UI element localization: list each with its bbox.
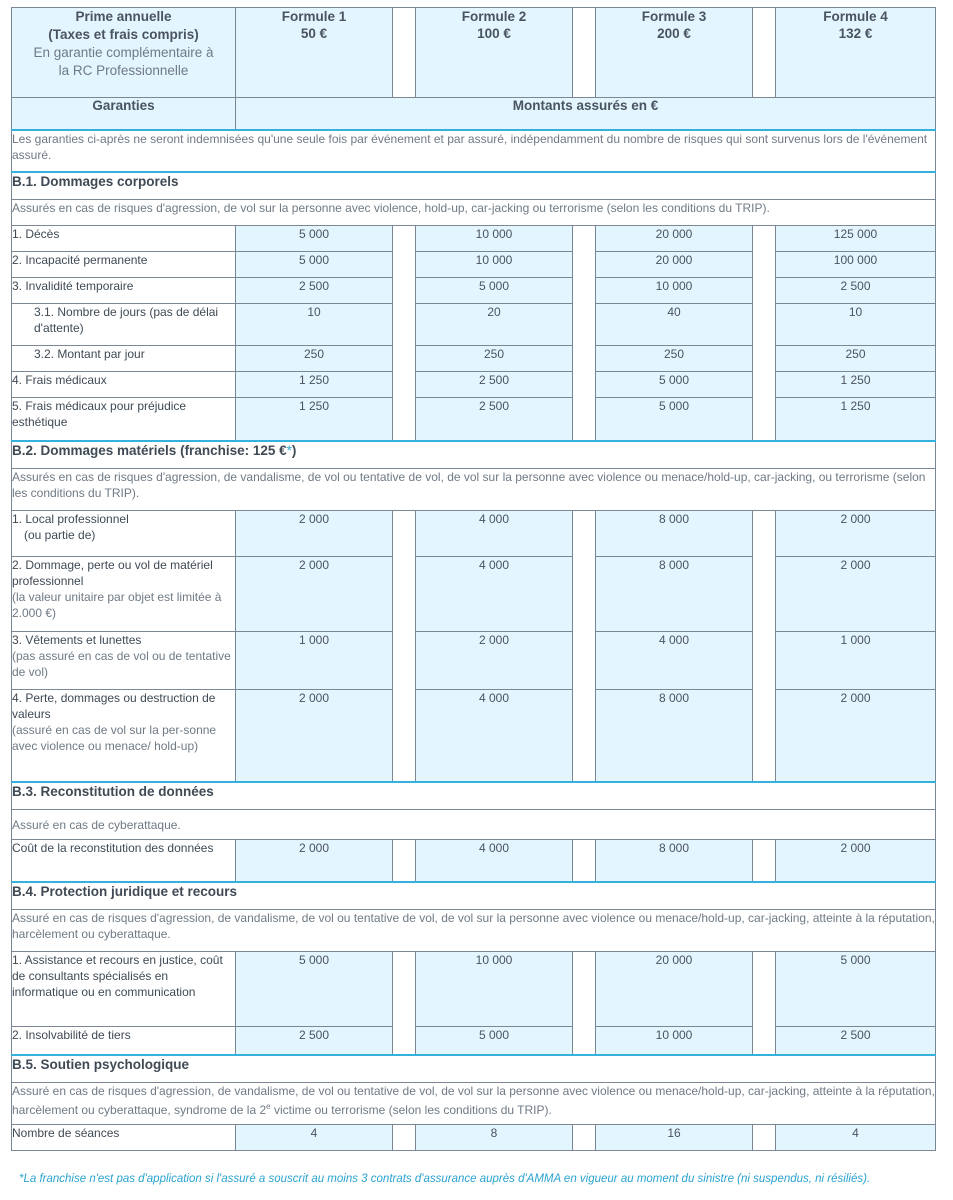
formule-4-value: 2 500 [776, 278, 936, 304]
table-row [12, 632, 936, 690]
table-row [12, 840, 936, 882]
column-gap [753, 952, 776, 1055]
section-b2-title-row [12, 441, 936, 469]
column-gap [753, 511, 776, 782]
column-gap [753, 1125, 776, 1151]
formule-1-value: 5 000 [236, 952, 393, 1027]
formule-3-value: 8 000 [596, 840, 753, 882]
garanties-header: Garanties [12, 98, 236, 130]
section-note-part-b: victime ou terrorisme (selon les conditions du TRIP). [270, 1103, 552, 1117]
section-title-end: ) [291, 442, 297, 458]
formule-3-value: 20 000 [596, 952, 753, 1027]
row-label-sub: (assuré en cas de vol sur la per-sonne avec violence ou menace/ hold-up) [12, 723, 217, 753]
row-label [12, 557, 236, 632]
formule-4-value: 2 000 [776, 840, 936, 882]
section-title [12, 441, 936, 469]
column-gap [573, 226, 596, 441]
formule-3-value: 10 000 [596, 1027, 753, 1055]
formule-1-value: 2 000 [236, 840, 393, 882]
formule-1-value: 5 000 [236, 252, 393, 278]
formule-1-value: 1 000 [236, 632, 393, 690]
table-row [12, 952, 936, 1027]
table-row [12, 346, 936, 372]
section-b5-title-row [12, 1055, 936, 1083]
section-note: Assurés en cas de risques d'agression, de vandalisme, de vol ou tentative de vol, de vol sur la personne avec violence ou menace/hold-up, car-jacking, ou terrorisme (selon les conditions du TRIP). [12, 469, 936, 511]
intro-note: Les garanties ci-après ne seront indemnisées qu'une seule fois par événement et par assuré, indépendamment du nombre de risques qui sont survenus lors de l'événement assuré. [12, 130, 936, 172]
formule-4-value: 2 000 [776, 511, 936, 557]
formule-4-value: 125 000 [776, 226, 936, 252]
table-row [12, 252, 936, 278]
formule-2-value: 10 000 [416, 252, 573, 278]
formule-1-value: 4 [236, 1125, 393, 1151]
column-gap [393, 511, 416, 782]
table-row [12, 557, 936, 632]
row-label-sub: (pas assuré en cas de vol ou de tentative de vol) [12, 649, 231, 679]
formule-2-value: 4 000 [416, 690, 573, 782]
formule-4-value: 2 000 [776, 557, 936, 632]
prime-line-2: (Taxes et frais compris) [48, 27, 199, 42]
formule-3-value: 40 [596, 304, 753, 346]
formule-3-value: 5 000 [596, 372, 753, 398]
row-label: 3.1. Nombre de jours (pas de délai d'attente) [12, 304, 236, 346]
section-b5-note-row [12, 1083, 936, 1125]
intro-note-row [12, 130, 936, 172]
formule-2-price: 100 € [477, 26, 511, 41]
formule-2-value: 4 000 [416, 557, 573, 632]
formule-2-value: 2 500 [416, 372, 573, 398]
column-gap [393, 840, 416, 882]
formule-1-value: 2 000 [236, 557, 393, 632]
column-gap [393, 226, 416, 441]
row-label: 4. Frais médicaux [12, 372, 236, 398]
formule-3-value: 5 000 [596, 398, 753, 441]
section-title-text: B.2. Dommages matériels (franchise: 125 € [12, 442, 287, 458]
row-label: Nombre de séances [12, 1125, 236, 1151]
section-title: B.3. Reconstitution de données [12, 782, 936, 810]
formule-2-value: 5 000 [416, 278, 573, 304]
section-title: B.1. Dommages corporels [12, 172, 936, 200]
row-label [12, 511, 236, 557]
formule-3-value: 8 000 [596, 690, 753, 782]
formule-3-header [596, 8, 753, 98]
formule-1-value: 5 000 [236, 226, 393, 252]
formule-1-value: 250 [236, 346, 393, 372]
formule-4-value: 250 [776, 346, 936, 372]
column-gap [573, 8, 596, 98]
formule-2-value: 2 000 [416, 632, 573, 690]
section-note: Assurés en cas de risques d'agression, de vol sur la personne avec violence, hold-up, car-jacking ou terrorisme (selon les conditions du TRIP). [12, 200, 936, 226]
row-label: 3.2. Montant par jour [12, 346, 236, 372]
table-row [12, 1125, 936, 1151]
table-row [12, 398, 936, 441]
section-b4-title-row [12, 882, 936, 910]
row-label-main: 1. Local professionnel [12, 512, 129, 526]
row-label: 3. Invalidité temporaire [12, 278, 236, 304]
formule-1-value: 2 000 [236, 511, 393, 557]
section-b3-title-row [12, 782, 936, 810]
table-row [12, 372, 936, 398]
section-b2-note-row [12, 469, 936, 511]
formule-3-value: 8 000 [596, 511, 753, 557]
row-label-sub: (la valeur unitaire par objet est limitée à 2.000 €) [12, 590, 222, 620]
column-gap [573, 511, 596, 782]
table-row [12, 1027, 936, 1055]
formule-4-value: 100 000 [776, 252, 936, 278]
row-label: 1. Assistance et recours en justice, coût de consultants spécialisés en informatique ou en communication [12, 952, 236, 1027]
formule-1-value: 1 250 [236, 398, 393, 441]
column-gap [753, 840, 776, 882]
column-gap [573, 952, 596, 1055]
formule-2-value: 10 000 [416, 226, 573, 252]
section-note-part-a: Assuré en cas de risques d'agression, de vandalisme, de vol ou tentative de vol, de vol sur la personne avec violence ou menace/hold-up, car-jacking, atteinte à la réputation, harcèlement ou cyberattaque, syndrome de la 2 [12, 1084, 935, 1117]
table-row [12, 226, 936, 252]
row-label: 2. Incapacité permanente [12, 252, 236, 278]
column-gap [753, 226, 776, 441]
row-label: Coût de la reconstitution des données [12, 840, 236, 882]
section-note: Assuré en cas de risques d'agression, de vandalisme, de vol ou tentative de vol, de vol sur la personne avec violence ou menace/hold-up, car-jacking, atteinte à la réputation, harcèlement ou cyberattaque. [12, 910, 936, 952]
formule-4-value: 5 000 [776, 952, 936, 1027]
row-label-main: 2. Dommage, perte ou vol de matériel professionnel [12, 558, 213, 588]
formule-4-value: 1 250 [776, 372, 936, 398]
row-label [12, 632, 236, 690]
row-label: 2. Insolvabilité de tiers [12, 1027, 236, 1055]
formule-3-value: 20 000 [596, 252, 753, 278]
formule-4-value: 4 [776, 1125, 936, 1151]
section-note-superscript: e [266, 1102, 271, 1111]
column-gap [393, 1125, 416, 1151]
formule-2-value: 10 000 [416, 952, 573, 1027]
formule-2-header [416, 8, 573, 98]
table-row [12, 690, 936, 782]
subheader-row [12, 98, 936, 130]
franchise-asterisk: * [286, 442, 292, 458]
section-b3-note-row [12, 810, 936, 840]
row-label-main: 4. Perte, dommages ou destruction de valeurs [12, 691, 216, 721]
franchise-footnote: *La franchise n'est pas d'application si l'assuré a souscrit au moins 3 contrats d'assurance auprès d'AMMA en vigueur au moment du sinistre (ni suspendus, ni résiliés). [19, 1173, 871, 1185]
formule-1-value: 10 [236, 304, 393, 346]
formule-1-value: 2 500 [236, 278, 393, 304]
column-gap [393, 8, 416, 98]
annual-premium-header [12, 8, 236, 98]
row-label-main: 3. Vêtements et lunettes [12, 633, 142, 647]
section-b4-note-row [12, 910, 936, 952]
formule-4-value: 2 000 [776, 690, 936, 782]
formule-4-value: 1 250 [776, 398, 936, 441]
formule-2-value: 250 [416, 346, 573, 372]
formule-2-value: 8 [416, 1125, 573, 1151]
prime-line-3: En garantie complémentaire à [33, 45, 214, 60]
formule-3-value: 20 000 [596, 226, 753, 252]
section-note: Assuré en cas de cyberattaque. [12, 810, 936, 840]
guarantees-table [11, 7, 936, 1151]
column-gap [393, 952, 416, 1055]
formule-1-name: Formule 1 [281, 9, 347, 24]
formule-4-value: 2 500 [776, 1027, 936, 1055]
formule-4-name: Formule 4 [823, 9, 888, 24]
section-title: B.5. Soutien psychologique [12, 1055, 936, 1083]
row-label-sub: (ou partie de) [24, 528, 96, 542]
formule-3-value: 10 000 [596, 278, 753, 304]
formule-2-value: 4 000 [416, 840, 573, 882]
section-b1-title-row [12, 172, 936, 200]
table-row [12, 304, 936, 346]
formule-3-value: 16 [596, 1125, 753, 1151]
table-row [12, 511, 936, 557]
prime-line-4: la RC Professionnelle [58, 63, 189, 78]
formule-4-price: 132 € [838, 26, 873, 41]
row-label: 1. Décès [12, 226, 236, 252]
formule-4-header [776, 8, 936, 98]
formule-2-value: 5 000 [416, 1027, 573, 1055]
formule-2-value: 2 500 [416, 398, 573, 441]
formule-3-price: 200 € [657, 26, 691, 41]
formule-1-value: 2 500 [236, 1027, 393, 1055]
section-note [12, 1083, 936, 1125]
montants-header: Montants assurés en € [236, 98, 936, 130]
formule-2-name: Formule 2 [461, 9, 527, 24]
formule-2-value: 20 [416, 304, 573, 346]
header-row [12, 8, 936, 98]
formule-3-value: 250 [596, 346, 753, 372]
formule-4-value: 1 000 [776, 632, 936, 690]
formule-4-value: 10 [776, 304, 936, 346]
prime-line-1: Prime annuelle [75, 9, 172, 24]
section-title: B.4. Protection juridique et recours [12, 882, 936, 910]
formule-1-value: 2 000 [236, 690, 393, 782]
formule-2-value: 4 000 [416, 511, 573, 557]
formule-3-value: 8 000 [596, 557, 753, 632]
formule-3-value: 4 000 [596, 632, 753, 690]
formule-1-price: 50 € [300, 26, 328, 41]
column-gap [573, 840, 596, 882]
formule-3-name: Formule 3 [641, 9, 707, 24]
row-label: 5. Frais médicaux pour préjudice esthétique [12, 398, 236, 441]
formule-1-value: 1 250 [236, 372, 393, 398]
table-row [12, 278, 936, 304]
section-b1-note-row [12, 200, 936, 226]
column-gap [573, 1125, 596, 1151]
row-label [12, 690, 236, 782]
guarantees-table-sheet [11, 7, 935, 1151]
column-gap [753, 8, 776, 98]
formule-1-header [236, 8, 393, 98]
